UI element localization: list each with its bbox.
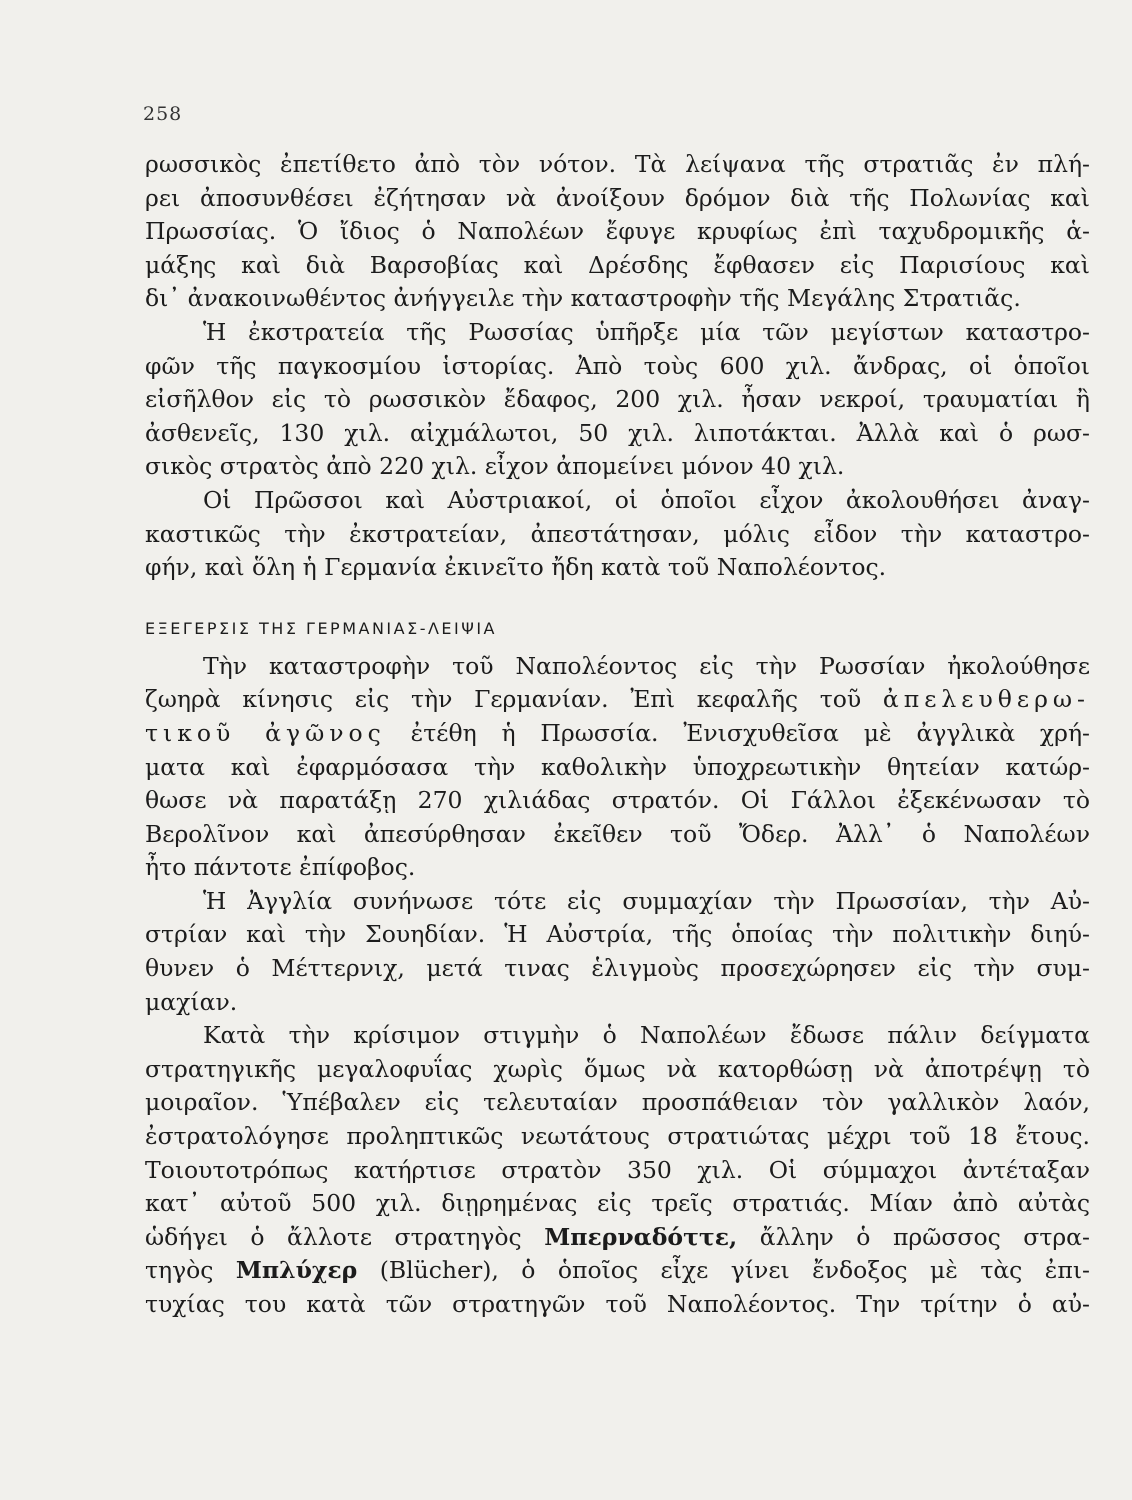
text-line: φήν, καὶ ὅλη ἡ Γερμανία ἐκινεῖτο ἤδη κατὰ τοῦ Ναπολέοντος.	[145, 553, 887, 582]
text-line: ἀσθενεῖς, 130 χιλ. αἰχμάλωτοι, 50 χιλ. λιποτάκται. Ἀλλὰ καὶ ὁ ρωσ-	[145, 418, 1090, 447]
text-line: ματα καὶ ἐφαρμόσασα τὴν καθολικὴν ὑποχρεωτικὴν θητείαν κατώρ-	[145, 752, 1090, 781]
text-line: Ἡ Ἀγγλία συνήνωσε τότε εἰς συμμαχίαν τὴν Πρωσσίαν, τὴν Αὐ-	[203, 886, 1090, 915]
text-line: μοιραῖον. Ὑπέβαλεν εἰς τελευταίαν προσπάθειαν τὸν γαλλικὸν λαόν,	[145, 1088, 1090, 1117]
text-line: θυνεν ὁ Μέττερνιχ, μετά τινας ἑλιγμοὺς προσεχώρησεν εἰς τὴν συμ-	[145, 954, 1090, 983]
text-line	[145, 683, 1090, 717]
text-line: Οἱ Πρῶσσοι καὶ Αὐστριακοί, οἱ ὁποῖοι εἶχον ἀκολουθήσει ἀναγ-	[203, 485, 1090, 514]
text-line	[145, 717, 1090, 751]
text-line: καστικῶς τὴν ἐκστρατείαν, ἀπεστάτησαν, μόλις εἶδον τὴν καταστρο-	[145, 519, 1090, 548]
spaced-text: τικοῦ ἀγῶνος	[145, 718, 386, 747]
text-line: Κατὰ τὴν κρίσιμον στιγμὴν ὁ Ναπολέων ἔδωσε πάλιν δείγματα	[203, 1021, 1090, 1050]
page-number: 258	[143, 103, 183, 125]
text-line: θωσε νὰ παρατάξῃ 270 χιλιάδας στρατόν. Οἱ Γάλλοι ἐξεκένωσαν τὸ	[145, 786, 1090, 815]
text-span: ζωηρὰ κίνησις εἰς τὴν Γερμανίαν. Ἐπὶ κεφαλῆς τοῦ	[145, 685, 862, 714]
text-line: μαχίαν.	[145, 987, 238, 1016]
text-line: κατ᾽ αὐτοῦ 500 χιλ. διῃρημένας εἰς τρεῖς στρατιάς. Μίαν ἀπὸ αὐτὰς	[145, 1189, 1090, 1218]
text-line: ρει ἀποσυνθέσει ἐζήτησαν νὰ ἀνοίξουν δρόμον διὰ τῆς Πολωνίας καὶ	[145, 183, 1090, 212]
text-line: Ἡ ἐκστρατεία τῆς Ρωσσίας ὑπῆρξε μία τῶν μεγίστων καταστρο-	[203, 317, 1090, 346]
text-line	[145, 1221, 1090, 1255]
text-line: στρατηγικῆς μεγαλοφυΐας χωρὶς ὅμως νὰ κατορθώσῃ νὰ ἀποτρέψῃ τὸ	[145, 1054, 1090, 1083]
paragraph-section-1	[145, 148, 1090, 585]
section-heading: ΕΞΕΓΕΡΣΙΣ ΤΗΣ ΓΕΡΜΑΝΙΑΣ-ΛΕΙΨΙΑ	[145, 618, 497, 638]
text-line: Τὴν καταστροφὴν τοῦ Ναπολέοντος εἰς τὴν Ρωσσίαν ἠκολούθησε	[203, 651, 1090, 680]
text-line: μάξης καὶ διὰ Βαρσοβίας καὶ Δρέσδης ἔφθασεν εἰς Παρισίους καὶ	[145, 250, 1090, 279]
text-line	[145, 1254, 1090, 1288]
text-line: στρίαν καὶ τὴν Σουηδίαν. Ἡ Αὐστρία, τῆς ὁποίας τὴν πολιτικὴν διηύ-	[145, 920, 1090, 949]
text-line: Πρωσσίας. Ὁ ἴδιος ὁ Ναπολέων ἔφυγε κρυφίως ἐπὶ ταχυδρομικῆς ἁ-	[145, 217, 1090, 246]
text-span: ἄλλην ὁ πρῶσσος στρα-	[759, 1222, 1090, 1251]
text-line: δι᾽ ἀνακοινωθέντος ἀνήγγειλε τὴν καταστροφὴν τῆς Μεγάλης Στρατιᾶς.	[145, 284, 1021, 313]
text-line: σικὸς στρατὸς ἀπὸ 220 χιλ. εἶχον ἀπομείνει μόνον 40 χιλ.	[145, 452, 845, 481]
text-line: φῶν τῆς παγκοσμίου ἱστορίας. Ἀπὸ τοὺς 600 χιλ. ἄνδρας, οἱ ὁποῖοι	[145, 351, 1090, 380]
text-line: Βερολῖνον καὶ ἀπεσύρθησαν ἐκεῖθεν τοῦ Ὄδερ. Ἀλλ᾽ ὁ Ναπολέων	[145, 819, 1090, 848]
text-line: τυχίας του κατὰ τῶν στρατηγῶν τοῦ Ναπολέοντος. Την τρίτην ὁ αὐ-	[145, 1290, 1090, 1318]
page-body	[145, 148, 1090, 1322]
text-line: Τοιουτοτρόπως κατήρτισε στρατὸν 350 χιλ. Οἱ σύμμαχοι ἀντέταξαν	[145, 1155, 1090, 1184]
spaced-text: ἀπελευθερω-	[882, 685, 1090, 714]
bold-name: Μπλύχερ	[235, 1256, 358, 1285]
text-line: εἰσῆλθον εἰς τὸ ρωσσικὸν ἔδαφος, 200 χιλ. ἦσαν νεκροί, τραυματίαι ἢ	[145, 385, 1090, 414]
text-line: ἦτο πάντοτε ἐπίφοβος.	[145, 853, 416, 882]
text-span: τηγὸς	[145, 1256, 214, 1285]
text-line: ἐστρατολόγησε προληπτικῶς νεωτάτους στρατιώτας μέχρι τοῦ 18 ἔτους.	[145, 1122, 1090, 1151]
text-line: ρωσσικὸς ἐπετίθετο ἀπὸ τὸν νότον. Τὰ λείψανα τῆς στρατιᾶς ἐν πλή-	[145, 150, 1090, 178]
paragraph-section-2	[145, 650, 1090, 1322]
bold-name: Μπερναδόττε,	[544, 1222, 738, 1251]
text-span: ὡδήγει ὁ ἄλλοτε στρατηγὸς	[145, 1222, 522, 1251]
text-span: (Blücher), ὁ ὁποῖος εἶχε γίνει ἔνδοξος μὲ τὰς ἐπι-	[379, 1256, 1090, 1285]
text-span: ἐτέθη ἡ Πρωσσία. Ἐνισχυθεῖσα μὲ ἀγγλικὰ χρή-	[410, 718, 1090, 747]
